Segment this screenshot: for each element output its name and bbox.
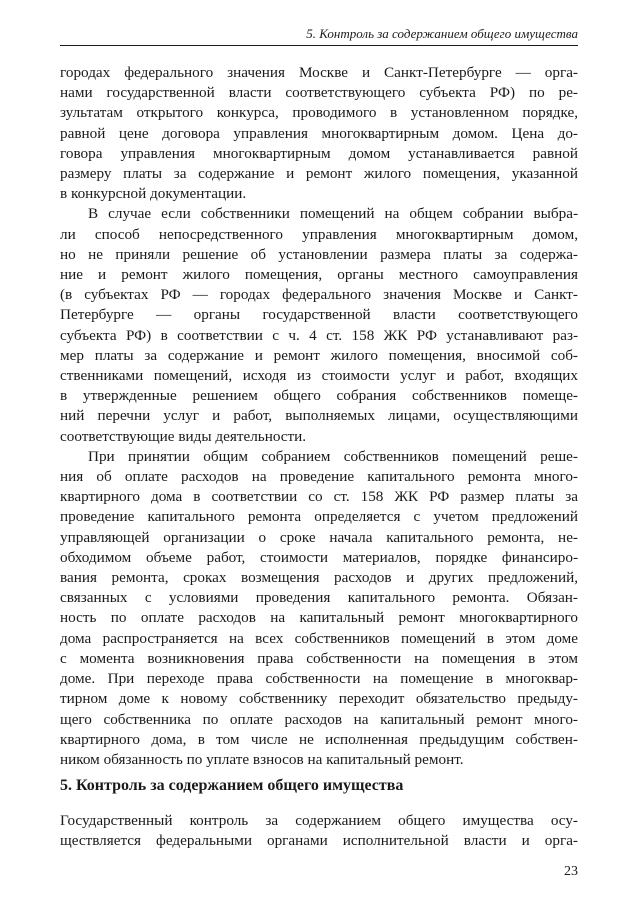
paragraph-3: [60, 447, 578, 770]
text-line: ли способ непосредственного управления многоквартирным домом,: [60, 225, 578, 243]
section-heading: 5. Контроль за содержанием общего имущества: [60, 777, 404, 794]
text-line: ние и ремонт жилого помещения, органы местного самоуправления: [60, 266, 578, 284]
paragraph-2: [60, 204, 578, 446]
text-line: с момента возникновения права собственности на помещения в этом: [60, 649, 578, 667]
text-line: Петербурге — органы государственной власти соответствующего: [60, 306, 578, 324]
body-text: [60, 63, 578, 770]
text-line: субъекта РФ) в соответствии с ч. 4 ст. 158 ЖК РФ устанавливают раз-: [60, 326, 578, 344]
text-line: ния об оплате расходов на проведение капитального ремонта много-: [60, 468, 578, 486]
text-line: ственниками помещений, исходя из стоимости услуг и работ, входящих: [60, 367, 578, 385]
text-line: но не приняли решение об установлении размера платы за содержа-: [60, 245, 578, 263]
text-line: нами государственной власти соответствующего субъекта РФ) по ре-: [60, 84, 578, 102]
text-line: связанных с условиями проведения капитального ремонта. Обязан-: [60, 589, 578, 607]
text-line: тирном доме к новому собственнику переходит обязательство предыду-: [60, 690, 578, 708]
text-line: квартирного дома в соответствии со ст. 158 ЖК РФ размер платы за: [60, 488, 578, 506]
text-line: щего собственника по оплате расходов на капитальный ремонт много-: [60, 710, 578, 728]
text-line: равной цене договора управления многоквартирным домом. Цена до-: [60, 124, 578, 142]
text-line: вания ремонта, сроках возмещения расходов и других предложений,: [60, 569, 578, 587]
text-line: говора управления многоквартирным домом устанавливается равной: [60, 144, 578, 162]
paragraph-1: [60, 63, 578, 204]
header-rule: [60, 45, 578, 46]
text-line: квартирного дома, в том числе не исполненная предыдущим собствен-: [60, 730, 578, 748]
text-line: управляющей организации о сроке начала капитального ремонта, не-: [60, 528, 578, 546]
text-line: обходимом объеме работ, стоимости материалов, порядке финансиро-: [60, 548, 578, 566]
text-line: При принятии общим собранием собственников помещений реше-: [88, 447, 578, 465]
section-body-text: [60, 811, 578, 851]
text-line: ность по оплате расходов на капитальный ремонт многоквартирного: [60, 609, 578, 627]
text-line: городах федерального значения Москве и Санкт-Петербурге — орга-: [60, 64, 578, 81]
running-head-title: 5. Контроль за содержанием общего имущества: [306, 26, 578, 41]
text-line: соответствующие виды деятельности.: [60, 427, 307, 445]
text-line: в утвержденные решением общего собрания собственников помеще-: [60, 387, 578, 405]
text-line: ний перечни услуг и работ, выполняемых лицами, осуществляющими: [60, 407, 578, 425]
text-line: Государственный контроль за содержанием общего имущества осу-: [60, 812, 578, 829]
text-line: дома распространяется на всех собственников помещений в этом доме: [60, 629, 578, 647]
text-line: В случае если собственники помещений на общем собрании выбра-: [88, 205, 578, 223]
text-line: мер платы за содержание и ремонт жилого помещения, вносимой соб-: [60, 346, 578, 364]
text-line: проведение капитального ремонта определяется с учетом предложений: [60, 508, 578, 526]
text-line: зультатам открытого конкурса, проводимого в установленном порядке,: [60, 104, 578, 122]
text-line: в конкурсной документации.: [60, 185, 247, 203]
page-number: 23: [564, 864, 578, 879]
text-line: доме. При переходе права собственности на помещение в многоквар-: [60, 670, 578, 688]
text-line: (в субъектах РФ — городах федерального значения Москве и Санкт-: [60, 286, 578, 304]
text-line: ществляется федеральными органами исполнительной власти и орга-: [60, 832, 578, 850]
text-line: размеру платы за содержание и ремонт жилого помещения, указанной: [60, 165, 578, 183]
text-line: ником обязанность по уплате взносов на капитальный ремонт.: [60, 750, 464, 768]
